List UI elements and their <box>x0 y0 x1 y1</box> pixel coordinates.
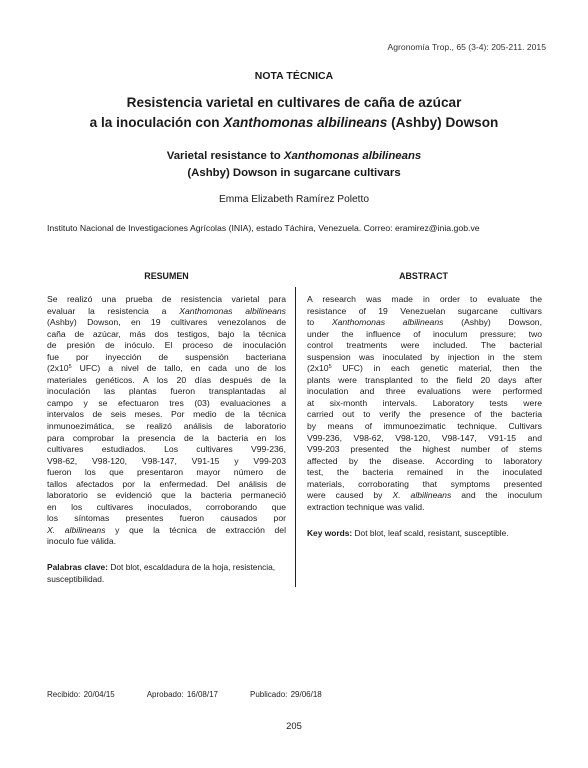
author-affiliation: Instituto Nacional de Investigaciones Agrícolas (INIA), estado Táchira, Venezuela. Correo: eramirez@inia.gob.ve <box>47 223 480 233</box>
title-en-line1 <box>0 150 588 162</box>
body-line: (Ashby) Dowson, en 19 cultivares venezolanos de <box>47 317 286 328</box>
body-line: inoculación las plantas fueron transplantadas al <box>47 386 286 397</box>
body-line: evaluar la resistencia a Xanthomonas albilineans <box>47 305 286 316</box>
keywords-en-label: Key words: <box>307 528 353 538</box>
body-line: to Xanthomonas albilineans (Ashby) Dowson, <box>307 317 542 328</box>
body-line: materiales genéticos. A los 20 días después de la <box>47 374 286 385</box>
journal-citation: Agronomía Trop., 65 (3-4): 205-211. 2015 <box>387 42 546 52</box>
body-line: V99-236, V98-62, V98-120, V98-147, V91-15 and <box>307 432 542 443</box>
author-name: Emma Elizabeth Ramírez Poletto <box>218 194 370 205</box>
body-line: intervalos de seis meses. Por medio de la técnica <box>47 409 286 420</box>
body-line: en los cultivares inoculados, corroborando que <box>47 501 286 512</box>
body-line: Se realizó una prueba de resistencia varietal para <box>47 294 286 304</box>
body-line: laboratorio se evidenció que la bacteria permaneció <box>47 490 286 501</box>
body-line: by means of immunoezimatic technique. Cultivars <box>307 421 542 432</box>
body-line: materials, corroborating that symptoms presented <box>307 478 542 489</box>
body-line: inoculation and three evaluations were performed <box>307 386 542 397</box>
body-line: test, the bacteria remained in the inoculated <box>307 467 542 478</box>
body-line: fueron los que presentaron mayor número de <box>47 467 286 478</box>
body-line: resistance of 19 Venezuelan sugarcane cultivars <box>307 305 542 316</box>
abstract-body <box>307 294 542 513</box>
keywords-es-text: Dot blot, escaldadura de la hoja, resistencia, susceptibilidad. <box>47 562 276 584</box>
body-line: inmunoezimática, se realizó análisis de laboratorio <box>47 421 286 432</box>
keywords-es-label: Palabras clave: <box>47 562 108 572</box>
species-name: Xanthomonas albilineans <box>179 305 286 316</box>
body-line: suspension was inoculated by injection in the stem <box>307 351 542 362</box>
body-line: extraction technique was valid. <box>307 501 425 512</box>
title-es-prefix: a la inoculación con <box>89 115 224 130</box>
body-line: inoculo fue válida. <box>47 536 117 547</box>
title-en-species: Xanthomonas albilineans <box>283 150 422 162</box>
approved-date: Aprobado: 16/08/17 <box>146 690 218 699</box>
body-line: campo y se efectuaron tres (03) evaluaciones a <box>47 397 286 408</box>
body-line: fue por inyección de suspensión bacteriana <box>47 351 286 362</box>
publication-dates <box>47 690 322 699</box>
body-line: affected by the disease. According to laboratory <box>307 455 542 466</box>
received-date: Recibido: 20/04/15 <box>47 690 115 699</box>
keywords-en <box>307 528 542 540</box>
body-line: tallos afectados por la enfermedad. Del análisis de <box>47 478 286 489</box>
title-en-line2: (Ashby) Dowson in sugarcane cultivars <box>187 167 401 179</box>
species-name: Xanthomonas albilineans <box>331 317 444 328</box>
body-line: A research was made in order to evaluate the <box>307 294 542 304</box>
title-en-prefix: Varietal resistance to <box>166 150 284 162</box>
body-line: cultivares estudiados. Los cultivares V99-236, <box>47 444 286 455</box>
body-line: los síntomas presentes fueron causados por <box>47 513 286 524</box>
resumen-body <box>47 294 286 548</box>
body-line: V98-62, V98-120, V98-147, V91-15 y V99-203 <box>47 455 286 466</box>
title-es-species: Xanthomonas albilineans <box>223 115 388 130</box>
species-name: X. albilineans <box>47 524 106 535</box>
title-es-line1: Resistencia varietal en cultivares de caña de azúcar <box>126 95 462 110</box>
column-divider <box>295 287 296 587</box>
body-line: carried out to verify the presence of the bacteria <box>307 409 542 420</box>
title-es-suffix: (Ashby) Dowson <box>387 115 499 130</box>
section-label: NOTA TÉCNICA <box>254 71 334 82</box>
abstract-heading: ABSTRACT <box>399 271 448 281</box>
body-line: control treatments were included. The bacterial <box>307 340 542 351</box>
body-line: caña de azúcar, más dos testigos, bajo la técnica <box>47 328 286 339</box>
body-line: para comprobar la presencia de la bacteria en los <box>47 432 286 443</box>
published-date: Publicado: 29/06/18 <box>250 690 322 699</box>
body-line: V99-203 presented the highest number of stems <box>307 444 542 455</box>
body-line: plants were transplanted to the field 20 days after <box>307 374 542 385</box>
species-name: X. albilineans <box>392 490 452 501</box>
body-line: X. albilineans y que la técnica de extracción del <box>47 524 286 535</box>
page-number: 205 <box>286 720 302 731</box>
body-line: were caused by X. albilineans and the inoculum <box>307 490 543 501</box>
body-line: under the influence of inoculum pressure; two <box>307 328 542 339</box>
body-line: at six-month intervals. Laboratory tests were <box>307 397 542 408</box>
resumen-heading: RESUMEN <box>144 271 189 281</box>
body-line: ($2x10^5$ UFC) in each genetic material, then the <box>307 363 542 374</box>
body-line: de presión de inóculo. El proceso de inoculación <box>47 340 286 351</box>
keywords-en-text: Dot blot, leaf scald, resistant, susceptible. <box>354 528 509 538</box>
title-es-line2 <box>0 115 588 130</box>
body-line: ($2x10^5$ UFC) a nivel de tallo, en cada uno de los <box>47 363 286 374</box>
keywords-es <box>47 562 286 585</box>
